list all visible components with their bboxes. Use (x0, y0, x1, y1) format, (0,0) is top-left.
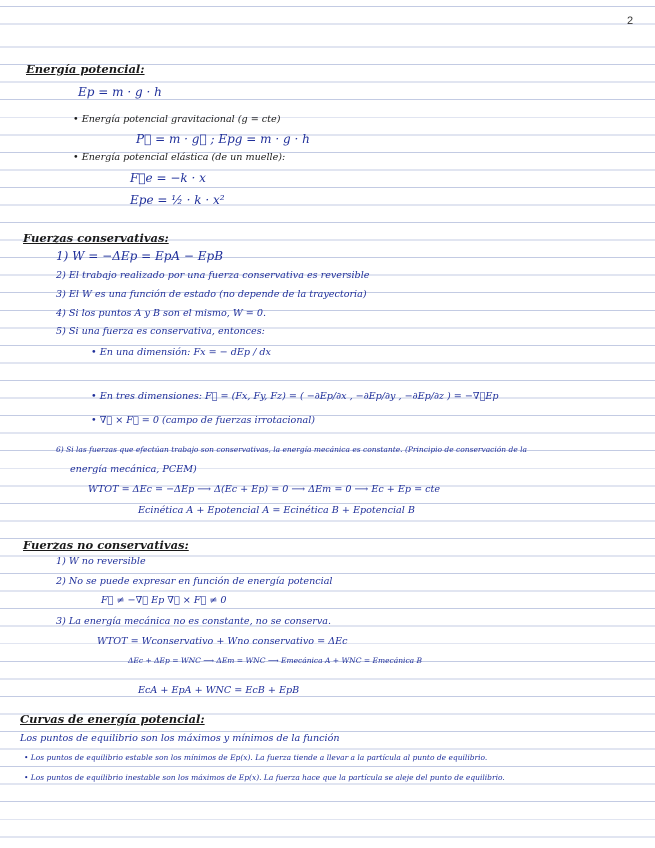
heading-conservative: Fuerzas conservativas: (23, 231, 169, 245)
conservative-item-6c: WTOT = ΔEc = −ΔEp ⟶ Δ(Ec + Ep) = 0 ⟶ ΔEm = 0 ⟶ Ec + Ep = cte (88, 484, 441, 495)
nonconservative-item-1: 1) W no reversible (56, 556, 146, 567)
label-grav-energy: • Energía potencial gravitacional (g = cte) (73, 114, 281, 125)
curves-line-1: Los puntos de equilibrio son los máximos y mínimos de la función (20, 733, 340, 744)
conservative-item-2: 2) El trabajo realizado por una fuerza conservativa es reversible (56, 270, 370, 281)
curves-line-3: • Los puntos de equilibrio inestable son los máximos de Ep(x). La fuerza hace que la partícula se aleje del punto de equilibrio. (24, 773, 505, 782)
nonconservative-item-3: 3) La energía mecánica no es constante, no se conserva. (56, 616, 332, 627)
conservative-item-5b: • En tres dimensiones: F⃗ = (Fx, Fy, Fz) = ( −∂Ep/∂x , −∂Ep/∂y , −∂Ep/∂z ) = −∇⃗Ep (91, 391, 499, 402)
nonconservative-item-2b: F⃗ ≠ −∇⃗ Ep ∇⃗ × F⃗ ≠ 0 (101, 595, 227, 606)
conservative-item-5c: • ∇⃗ × F⃗ = 0 (campo de fuerzas irrotacional) (91, 415, 316, 426)
conservative-item-5a: • En una dimensión: Fx = − dEp / dx (91, 347, 271, 358)
conservative-item-4: 4) Si los puntos A y B son el mismo, W = 0. (56, 308, 266, 319)
formula-elastic-force: F⃗e = −k · x (130, 171, 206, 185)
conservative-item-6: 6) Si las fuerzas que efectúan trabajo son conservativas, la energía mecánica es constante. (Principio de conservación de la (56, 445, 528, 454)
conservative-item-3: 3) El W es una función de estado (no depende de la trayectoria) (56, 289, 367, 300)
formula-ep: Ep = m · g · h (78, 85, 162, 99)
conservative-item-6d: Ecinética A + Epotencial A = Ecinética B + Epotencial B (138, 505, 415, 516)
curves-line-2: • Los puntos de equilibrio estable son los mínimos de Ep(x). La fuerza tiende a llevar a la partícula al punto de equilibrio. (24, 753, 488, 762)
conservative-item-5: 5) Si una fuerza es conservativa, entonces: (56, 326, 265, 337)
nonconservative-item-3c: ΔEc + ΔEp = WNC ⟶ ΔEm = WNC ⟶ Emecánica A + WNC = Emecánica B (128, 656, 423, 665)
nonconservative-item-3d: EcA + EpA + WNC = EcB + EpB (138, 685, 300, 696)
formula-elastic-energy: Epe = ½ · k · x² (130, 193, 225, 207)
nonconservative-item-2: 2) No se puede expresar en función de energía potencial (56, 576, 333, 587)
page-number: 2 (627, 15, 634, 27)
conservative-item-6b: energía mecánica, PCEM) (70, 464, 197, 475)
heading-potential-curves: Curvas de energía potencial: (20, 712, 205, 726)
conservative-item-1: 1) W = −ΔEp = EpA − EpB (56, 249, 224, 263)
label-elastic-energy: • Energía potencial elástica (de un muelle): (73, 152, 286, 163)
heading-nonconservative: Fuerzas no conservativas: (23, 538, 189, 552)
nonconservative-item-3b: WTOT = Wconservativo + Wno conservativo = ΔEc (97, 636, 348, 647)
heading-potential-energy: Energía potencial: (26, 62, 145, 76)
formula-grav: P⃗ = m · g⃗ ; Epg = m · g · h (136, 132, 310, 146)
